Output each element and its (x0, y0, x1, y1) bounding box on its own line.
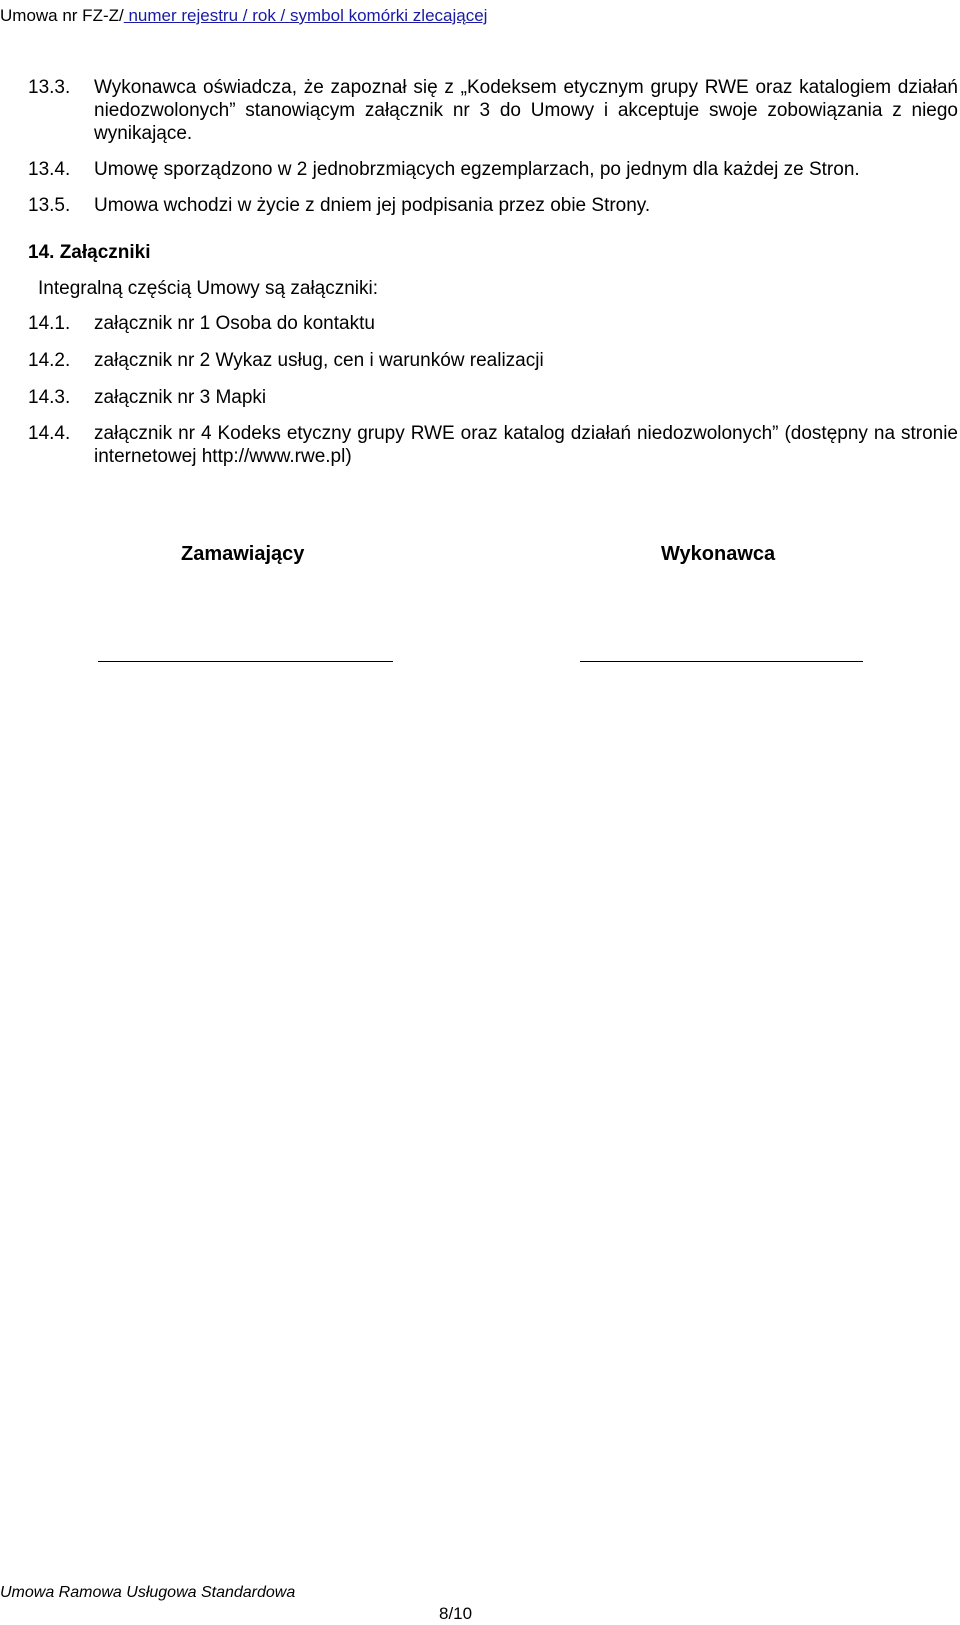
clause-number: 13.4. (28, 159, 71, 180)
clause-text: Wykonawca oświadcza, że zapoznał się z „Kodeksem etycznym grupy RWE oraz katalogiem działań niedozwolonych” stanowiącym załącznik nr 3 do Umowy i akceptuje swoje zobowiązania z niego wynikające. (94, 77, 958, 144)
attachment-text: załącznik nr 2 Wykaz usług, cen i warunków realizacji (94, 350, 544, 371)
clause-13-5 (28, 194, 958, 217)
attachment-number: 14.4. (28, 423, 71, 444)
attachment-item-1 (28, 312, 958, 335)
attachment-number: 14.2. (28, 350, 71, 371)
attachment-number: 14.3. (28, 387, 71, 408)
attachment-item-3 (28, 386, 958, 409)
signature-line-client (98, 661, 393, 662)
signature-label-client: Zamawiający (181, 543, 305, 565)
attachment-item-2 (28, 349, 958, 372)
clause-number: 13.5. (28, 195, 71, 216)
clause-13-4 (28, 158, 958, 181)
attachment-text: załącznik nr 4 Kodeks etyczny grupy RWE oraz katalog działań niedozwolonych” (dostępny na stronie internetowej http://www.rwe.pl) (94, 423, 958, 467)
attachment-number: 14.1. (28, 313, 71, 334)
clause-text: Umowa wchodzi w życie z dniem jej podpisania przez obie Strony. (94, 195, 651, 216)
signature-label-contractor: Wykonawca (661, 543, 776, 565)
attachment-item-4 (28, 422, 958, 468)
header-contract-number: Umowa nr FZ-Z/ (0, 6, 124, 25)
attachments-intro: Integralną częścią Umowy są załączniki: (38, 278, 379, 299)
page-header (0, 6, 487, 26)
attachment-text: załącznik nr 1 Osoba do kontaktu (94, 313, 375, 334)
section-title-attachments: 14. Załączniki (28, 242, 151, 263)
attachment-text: załącznik nr 3 Mapki (94, 387, 267, 408)
clause-text: Umowę sporządzono w 2 jednobrzmiących egzemplarzach, po jednym dla każdej ze Stron. (94, 159, 860, 180)
footer-document-name: Umowa Ramowa Usługowa Standardowa (0, 1584, 296, 1601)
footer-page-number: 8/10 (439, 1604, 473, 1623)
clause-13-3 (28, 76, 958, 145)
header-registry-placeholder: numer rejestru / rok / symbol komórki zlecającej (123, 6, 488, 25)
clause-number: 13.3. (28, 77, 71, 98)
signature-line-contractor (580, 661, 863, 662)
